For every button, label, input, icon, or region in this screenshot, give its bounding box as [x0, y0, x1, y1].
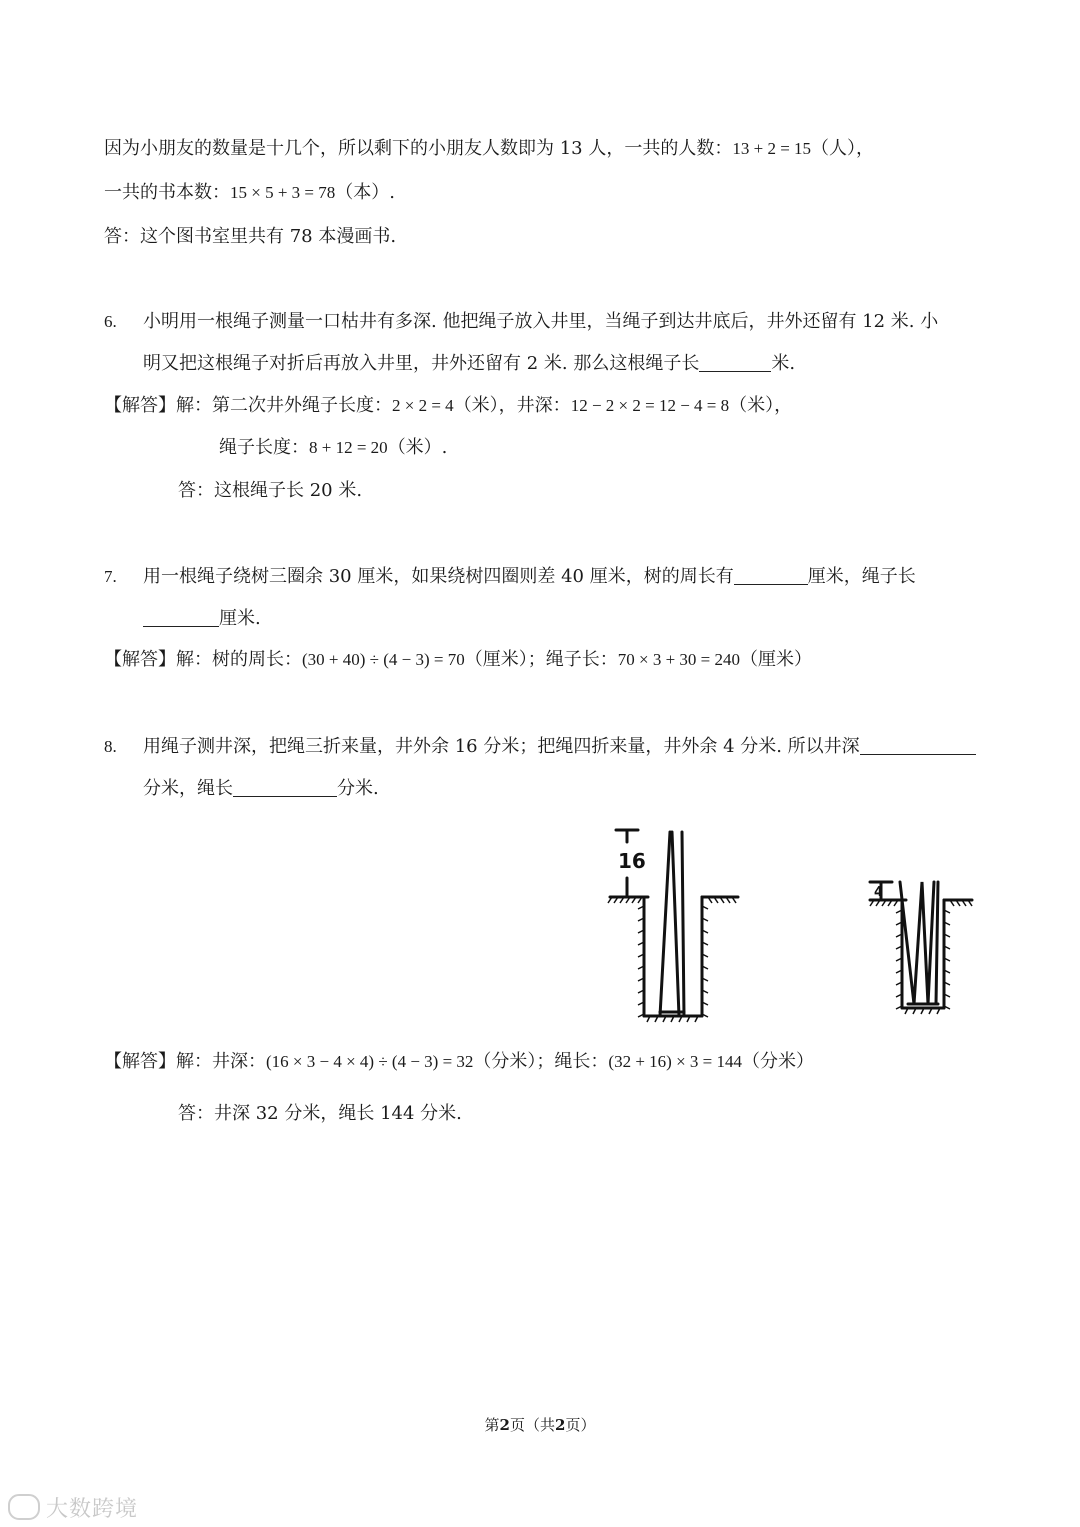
q8-text2b: 分米.: [337, 778, 379, 799]
footer-suffix: 页）: [565, 1416, 596, 1434]
q7-perimeter-blank[interactable]: [734, 566, 808, 585]
well-label-16: 16: [618, 849, 646, 873]
q5-line2-math: 15 × 5 + 3 = 78: [230, 183, 336, 202]
q7-solution-label: 【解答】: [104, 649, 176, 670]
q7-text1: [143, 565, 916, 589]
q6-sol2-tail: （米）.: [387, 437, 448, 458]
q6-text2: [143, 352, 795, 376]
q8-solution-label: 【解答】: [104, 1051, 176, 1072]
watermark-logo-icon: [8, 1494, 40, 1520]
q8-sol1-tail: （分米）: [742, 1051, 815, 1072]
footer-page-number: 2: [499, 1416, 510, 1434]
watermark: [8, 1492, 138, 1523]
q8-sol1-math1: (16 × 3 − 4 × 4) ÷ (4 − 3) = 32: [266, 1052, 474, 1071]
q8-sol1-text: 解：井深：: [176, 1051, 266, 1072]
q6-number: 6.: [104, 312, 117, 331]
q6-sol2-text: 绳子长度：: [219, 437, 309, 458]
q6-text2a: 明又把这根绳子对折后再放入井里，井外还留有 2 米. 那么这根绳子长: [143, 353, 700, 374]
q6-sol1-mid: （米），井深：: [453, 395, 571, 416]
q8-text2: [143, 777, 379, 801]
q7-text2: [143, 607, 261, 631]
q6-solution-label: 【解答】: [104, 395, 176, 416]
footer-total-pages: 2: [555, 1416, 566, 1434]
q8-sol1-mid: （分米）；绳长：: [473, 1051, 609, 1072]
q5-line2: [104, 181, 395, 205]
q8-solution-line1: [104, 1050, 814, 1074]
q7-sol1-mid: （厘米）；绳子长：: [464, 649, 618, 670]
q7-text2-unit: 厘米.: [219, 608, 261, 629]
q6-answer-blank[interactable]: [699, 353, 771, 372]
q5-line1: [104, 137, 874, 161]
q5-answer: 答：这个图书室里共有 78 本漫画书.: [104, 226, 397, 247]
q8-number: 8.: [104, 737, 117, 756]
q5-line1-text: 因为小朋友的数量是十几个，所以剩下的小朋友人数即为 13 人，一共的人数：: [104, 138, 733, 159]
q5-line2-text: 一共的书本数：: [104, 182, 230, 203]
q6-sol1-math2: 12 − 2 × 2 = 12 − 4 = 8: [570, 396, 730, 415]
q8-text1-content: 用绳子测井深，把绳三折来量，井外余 16 分米；把绳四折来量，井外余 4 分米. 所以井深: [143, 736, 860, 757]
q6-solution-line2: [219, 436, 447, 460]
q8-rope-blank[interactable]: [233, 778, 337, 797]
well-label-4: 4: [874, 885, 884, 900]
q7-sol1-text: 解：树的周长：: [176, 649, 302, 670]
q7-sol1-math1: (30 + 40) ÷ (4 − 3) = 70: [302, 650, 465, 669]
footer-prefix: 第: [484, 1416, 500, 1434]
q8-text2a: 分米，绳长: [143, 778, 233, 799]
q6-text2b: 米.: [771, 353, 796, 374]
q8-text1: [143, 735, 976, 759]
watermark-text: 大数跨境: [46, 1497, 139, 1522]
q7-text1a: 用一根绳子绕树三圈余 30 厘米，如果绕树四圈则差 40 厘米，树的周长有: [143, 566, 734, 587]
q6-sol1-tail: （米），: [729, 395, 793, 416]
q7-sol1-math2: 70 × 3 + 30 = 240: [617, 650, 741, 669]
q6-text1: 小明用一根绳子测量一口枯井有多深. 他把绳子放入井里，当绳子到达井底后，井外还留有 12 米. 小: [143, 311, 939, 332]
q6-sol2-math: 8 + 12 = 20: [309, 438, 388, 457]
q6-solution-line1: [104, 394, 792, 418]
q5-line2-tail: （本）.: [335, 182, 395, 203]
q5-line1-math: 13 + 2 = 15: [732, 139, 812, 158]
q6-sol1-math1: 2 × 2 = 4: [392, 396, 454, 415]
page-footer: [0, 1414, 1080, 1435]
q7-text1b: 厘米，绳子长: [807, 566, 916, 587]
q6-sol1-text: 解：第二次井外绳子长度：: [176, 395, 392, 416]
footer-mid: 页（共: [509, 1416, 555, 1434]
q6-answer: 答：这根绳子长 20 米.: [178, 480, 363, 501]
well-diagram-fourfold: [862, 866, 978, 1018]
q7-sol1-tail: （厘米）: [740, 649, 813, 670]
q7-number: 7.: [104, 567, 117, 586]
q7-solution-line1: [104, 648, 812, 672]
q5-line1-tail: （人），: [811, 138, 875, 159]
q7-rope-blank[interactable]: [143, 608, 219, 627]
q8-answer: 答：井深 32 分米，绳长 144 分米.: [178, 1103, 462, 1124]
q8-sol1-math2: (32 + 16) × 3 = 144: [608, 1052, 743, 1071]
well-diagram-threefold: [600, 820, 750, 1025]
q8-depth-blank[interactable]: [860, 736, 976, 755]
